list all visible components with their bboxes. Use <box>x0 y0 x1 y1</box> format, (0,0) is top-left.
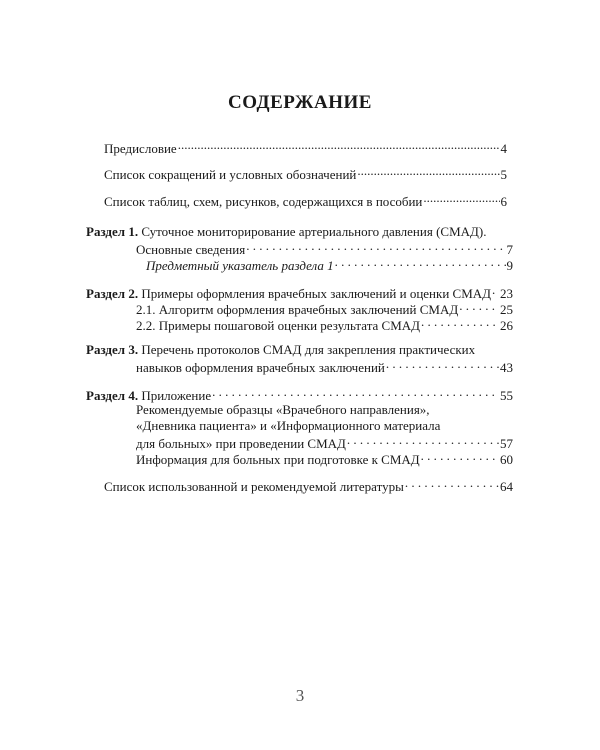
toc-page-number: 5 <box>500 167 507 182</box>
toc-entry-preface[interactable] <box>104 139 507 157</box>
toc-page-number: 43 <box>500 360 513 375</box>
toc-entry-text: Список сокращений и условных обозначений <box>104 167 357 182</box>
leader-dots <box>246 240 505 254</box>
toc-page-number: 6 <box>500 194 507 209</box>
toc-entry-text: Перечень протоколов СМАД для закрепления практических <box>141 342 476 357</box>
section-label: Раздел 2. <box>86 286 139 301</box>
toc-entry-text: «Дневника пациента» и «Информационного материала <box>136 418 441 433</box>
page-title: СОДЕРЖАНИЕ <box>228 92 372 113</box>
toc-section-1[interactable] <box>86 224 486 240</box>
toc-entry-text: навыков оформления врачебных заключений <box>136 360 385 375</box>
section-label: Раздел 1. <box>86 224 139 239</box>
toc-section-3-continuation[interactable] <box>136 358 513 376</box>
toc-entry-text: Примеры оформления врачебных заключений и оценки СМАД <box>141 286 492 301</box>
leader-dots <box>212 386 499 400</box>
toc-page-number: 23 <box>500 286 513 301</box>
leader-dots <box>335 256 506 270</box>
toc-page-number: 4 <box>500 141 507 156</box>
leader-dots <box>178 139 500 153</box>
toc-entry-text: Предисловие <box>104 141 177 156</box>
toc-page-number: 9 <box>506 258 513 273</box>
toc-section-3[interactable] <box>86 342 475 358</box>
page-number: 3 <box>295 686 305 705</box>
toc-section-4-info[interactable] <box>136 450 513 468</box>
toc-section-1-index[interactable] <box>146 256 513 274</box>
toc-entry-text: для больных» при проведении СМАД <box>136 436 346 451</box>
leader-dots <box>423 192 499 206</box>
toc-page-number: 7 <box>506 242 513 257</box>
toc-entry-text: Список таблиц, схем, рисунков, содержащихся в пособии <box>104 194 423 209</box>
toc-entry-text: Информация для больных при подготовке к СМАД <box>136 452 420 467</box>
toc-entry-text: 2.1. Алгоритм оформления врачебных заключений СМАД <box>136 302 459 317</box>
leader-dots <box>405 477 499 491</box>
toc-page-number: 26 <box>500 318 513 333</box>
toc-entry-text: Предметный указатель раздела 1 <box>146 258 334 273</box>
section-label: Раздел 3. <box>86 342 139 357</box>
leader-dots <box>421 450 499 464</box>
leader-dots <box>459 300 499 314</box>
leader-dots <box>357 165 499 179</box>
section-label: Раздел 4. <box>86 388 139 403</box>
toc-entry-abbreviations[interactable] <box>104 165 507 183</box>
leader-dots <box>347 434 499 448</box>
toc-page-number: 57 <box>500 436 513 451</box>
toc-entry-references[interactable] <box>104 477 513 495</box>
leader-dots <box>421 316 499 330</box>
toc-page-number: 55 <box>500 388 513 403</box>
toc-entry-text: Список использованной и рекомендуемой литературы <box>104 479 404 494</box>
toc-entry-text: Основные сведения <box>136 242 246 257</box>
toc-entry-text: 2.2. Примеры пошаговой оценки результата СМАД <box>136 318 421 333</box>
leader-dots <box>386 358 499 372</box>
toc-entry-tables[interactable] <box>104 192 507 210</box>
toc-page-number: 64 <box>500 479 513 494</box>
toc-entry-text: Приложение <box>141 388 212 403</box>
toc-section-2-2[interactable] <box>136 316 513 334</box>
toc-page-number: 25 <box>500 302 513 317</box>
toc-entry-text: Суточное мониторирование артериального давления (СМАД). <box>141 224 487 239</box>
toc-entry-text: Рекомендуемые образцы «Врачебного направления», <box>136 402 430 417</box>
leader-dots <box>492 284 499 298</box>
toc-page-number: 60 <box>500 452 513 467</box>
